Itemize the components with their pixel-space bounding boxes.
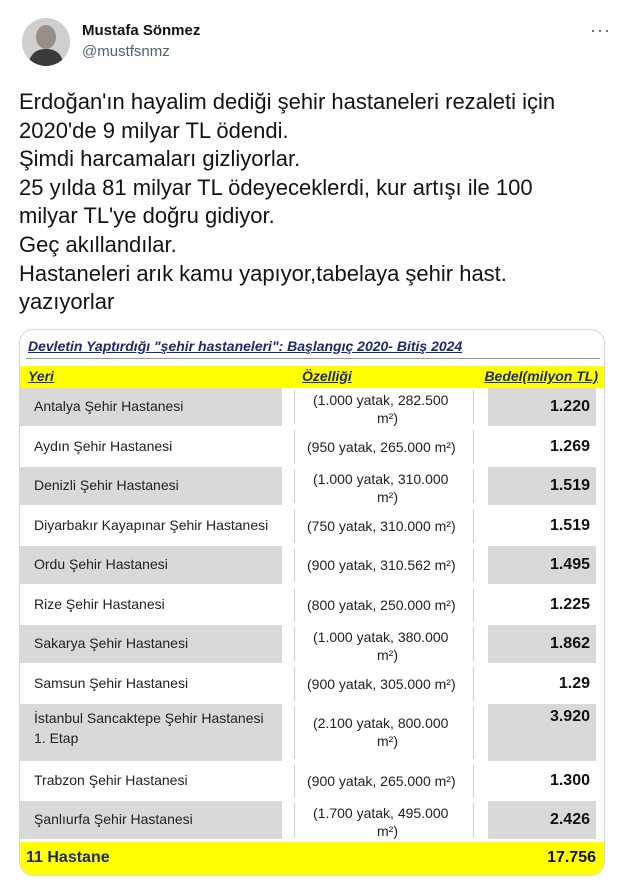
tweet-line: 25 yılda 81 milyar TL ödeyeceklerdi, kur artışı ile 100	[19, 174, 533, 200]
tweet-media-image[interactable]	[19, 329, 605, 876]
hospital-cost: 1.300	[549, 772, 590, 789]
header-feature: Özelliği	[302, 368, 352, 384]
tweet-line: Şimdi harcamaları gizliyorlar.	[19, 146, 301, 172]
tweet-line: milyar TL'ye doğru gidiyor.	[19, 203, 275, 229]
hospital-feature: (800 yatak, 250.000 m²)	[307, 597, 456, 613]
table-total-row	[20, 842, 604, 875]
more-options-icon[interactable]: ···	[590, 20, 611, 40]
hospital-cost: 2.426	[549, 811, 590, 828]
table-row	[20, 704, 604, 761]
header-place: Yeri	[28, 368, 54, 384]
table-row	[20, 586, 604, 624]
tweet-text	[19, 88, 619, 317]
author-handle[interactable]: @mustfsnmz	[82, 43, 170, 60]
hospital-name: Denizli Şehir Hastanesi	[34, 477, 179, 493]
hospital-feature: (900 yatak, 265.000 m²)	[307, 773, 456, 789]
table-row	[20, 467, 604, 505]
table-row	[20, 388, 604, 426]
hospital-cost: 1.220	[549, 398, 590, 415]
hospital-name: Diyarbakır Kayapınar Şehir Hastanesi	[34, 517, 269, 533]
avatar[interactable]	[22, 18, 70, 66]
table-row	[20, 665, 604, 703]
hospital-feature: (900 yatak, 310.562 m²)	[307, 557, 456, 573]
hospital-cost: 1.862	[549, 635, 590, 652]
tweet-line: yazıyorlar	[19, 289, 115, 315]
hospital-cost: 3.920	[549, 708, 590, 725]
hospital-feature: (750 yatak, 310.000 m²)	[307, 518, 456, 534]
hospital-name: İstanbul Sancaktepe Şehir Hastanesi 1. Etap	[34, 710, 264, 746]
hospital-feature: (1.000 yatak, 380.000 m²)	[313, 629, 449, 663]
hospital-feature: (950 yatak, 265.000 m²)	[307, 439, 456, 455]
hospital-cost: 1.269	[549, 438, 590, 455]
total-value: 17.756	[547, 849, 596, 866]
tweet-line: 2020'de 9 milyar TL ödendi.	[19, 117, 289, 143]
avatar-photo	[22, 18, 70, 66]
hospital-name: Ordu Şehir Hastanesi	[34, 556, 168, 572]
hospital-name: Trabzon Şehir Hastanesi	[34, 772, 188, 788]
hospital-cost: 1.519	[549, 477, 590, 494]
hospital-cost: 1.29	[558, 675, 590, 692]
tweet-line: Hastaneleri arık kamu yapıyor,tabelaya şehir hast.	[19, 260, 507, 286]
author-name[interactable]: Mustafa Sönmez	[82, 22, 201, 39]
hospital-feature: (900 yatak, 305.000 m²)	[307, 676, 456, 692]
table-row	[20, 507, 604, 545]
hospital-cost: 1.225	[549, 596, 590, 613]
table-row	[20, 546, 604, 584]
tweet-line: Geç akıllandılar.	[19, 231, 177, 257]
hospital-feature: (1.700 yatak, 495.000 m²)	[313, 805, 449, 839]
hospital-name: Antalya Şehir Hastanesi	[34, 398, 184, 414]
table-row	[20, 801, 604, 839]
hospital-feature: (2.100 yatak, 800.000 m²)	[313, 715, 449, 749]
table-row	[20, 625, 604, 663]
hospital-name: Rize Şehir Hastanesi	[34, 596, 165, 612]
hospital-name: Samsun Şehir Hastanesi	[34, 675, 189, 691]
header-cost: Bedel(milyon TL)	[484, 368, 598, 384]
hospital-cost: 1.519	[549, 517, 590, 534]
total-label: 11 Hastane	[26, 849, 110, 866]
table-title: Devletin Yaptırdığı "şehir hastaneleri": Başlangıç 2020- Bitiş 2024	[26, 338, 600, 359]
hospital-name: Aydın Şehir Hastanesi	[34, 438, 173, 454]
hospital-name: Sakarya Şehir Hastanesi	[34, 635, 189, 651]
table-row	[20, 428, 604, 466]
hospital-feature: (1.000 yatak, 282.500 m²)	[313, 392, 449, 426]
table-row	[20, 762, 604, 800]
hospital-feature: (1.000 yatak, 310.000 m²)	[313, 471, 449, 505]
hospital-cost: 1.495	[549, 556, 590, 573]
hospital-name: Şanlıurfa Şehir Hastanesi	[34, 811, 193, 827]
tweet-line: Erdoğan'ın hayalim dediği şehir hastaneleri rezaleti için	[19, 89, 556, 114]
table-header-row	[20, 366, 604, 388]
